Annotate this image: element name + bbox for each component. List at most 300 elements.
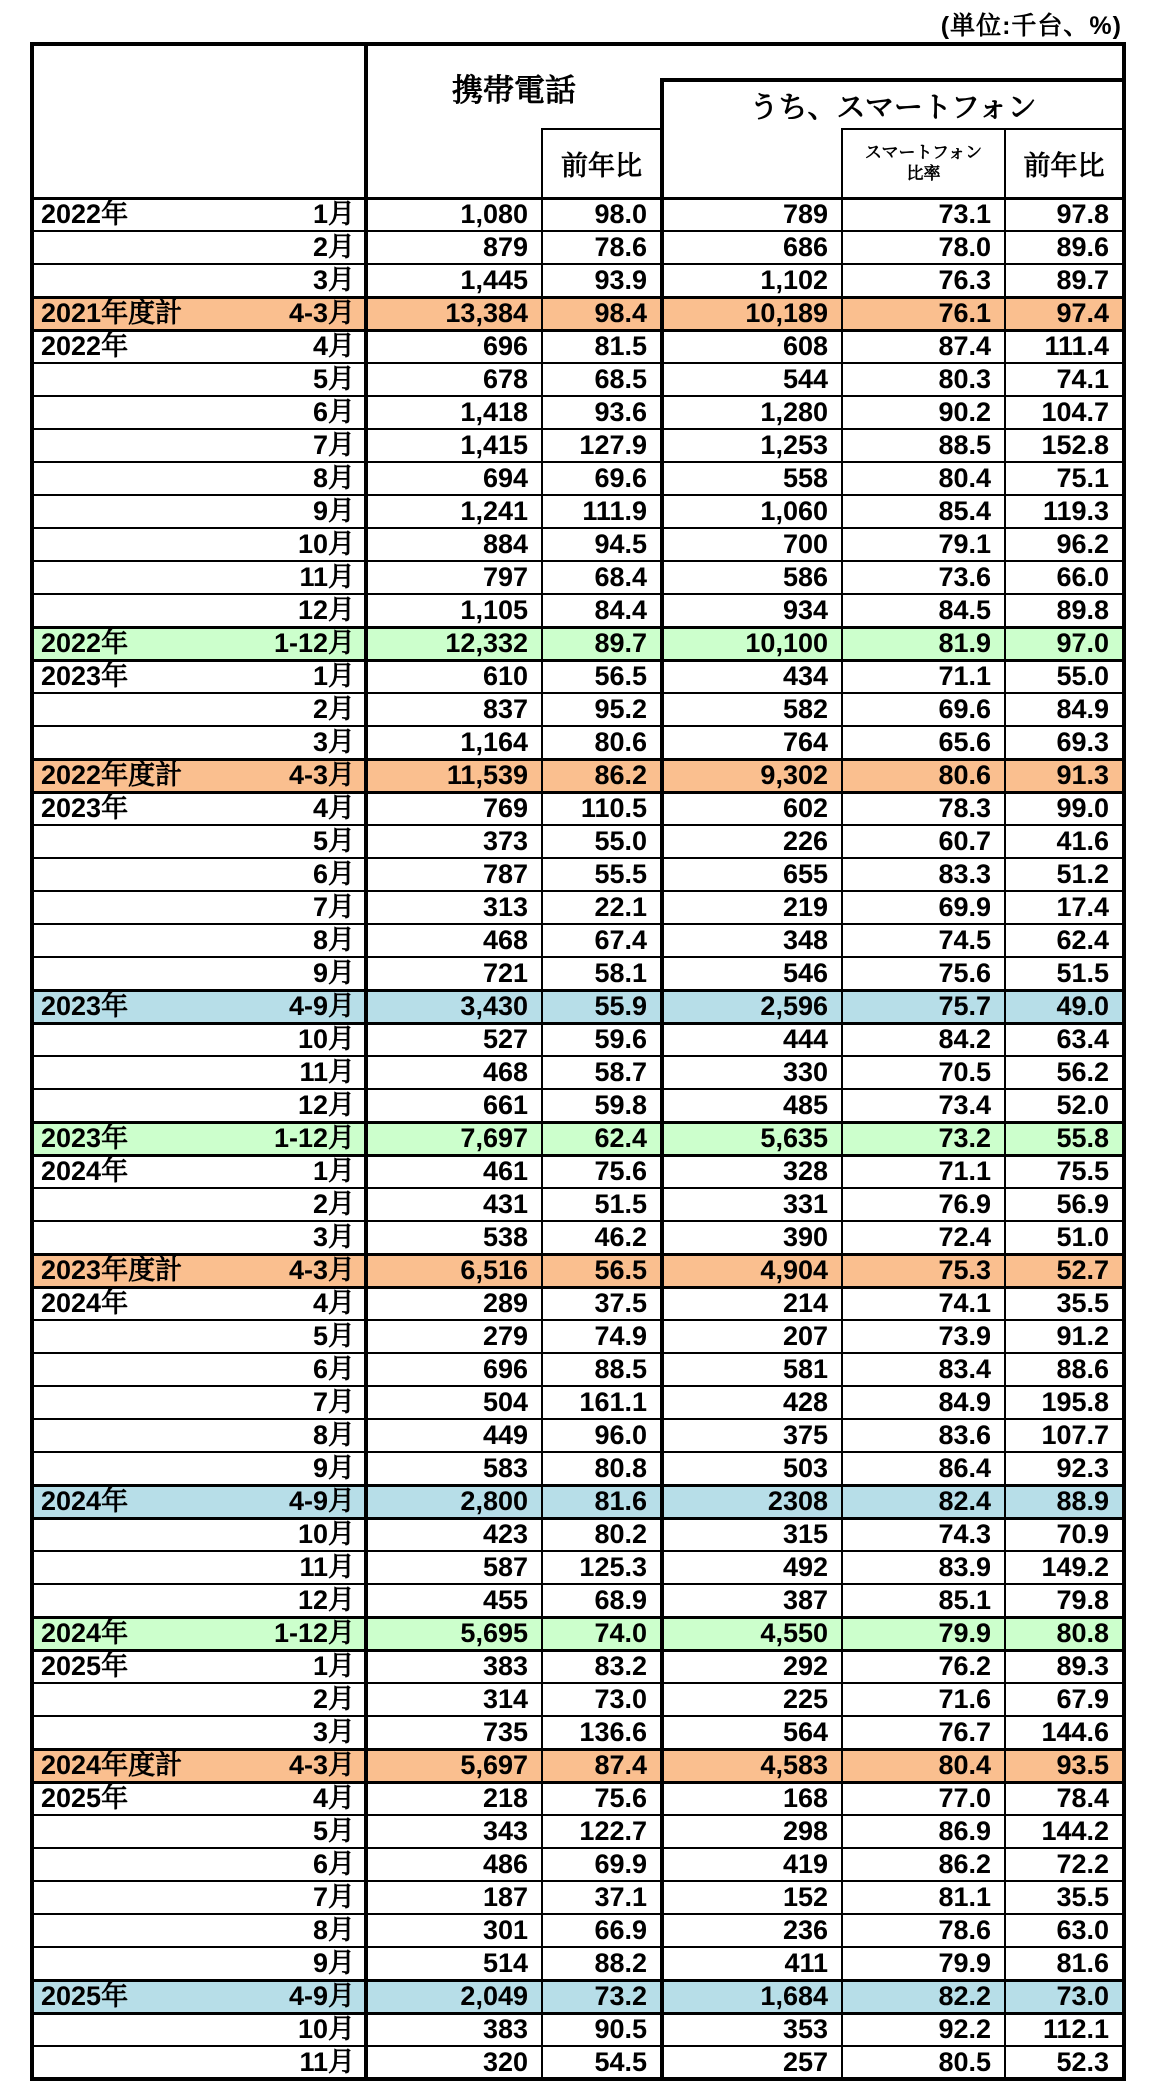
smartphone-ratio-cell: 71.1 bbox=[842, 660, 1005, 693]
phone-units-cell: 1,445 bbox=[366, 264, 542, 297]
smartphone-ratio-cell: 86.4 bbox=[842, 1452, 1005, 1485]
smartphone-ratio-cell: 75.3 bbox=[842, 1254, 1005, 1287]
table-row bbox=[32, 1782, 1124, 1815]
smartphone-ratio-cell: 71.1 bbox=[842, 1155, 1005, 1188]
smartphone-yoy-cell: 56.2 bbox=[1005, 1056, 1124, 1089]
period-label: 6月 bbox=[312, 859, 355, 889]
phone-yoy-cell: 93.6 bbox=[542, 396, 662, 429]
smartphone-yoy-cell: 52.3 bbox=[1005, 2046, 1124, 2079]
smartphone-units-cell: 331 bbox=[662, 1188, 842, 1221]
table-row bbox=[32, 1122, 1124, 1155]
year-label: 2024年 bbox=[41, 1288, 129, 1319]
phone-units-cell: 678 bbox=[366, 363, 542, 396]
table-row bbox=[32, 264, 1124, 297]
smartphone-ratio-cell: 84.2 bbox=[842, 1023, 1005, 1056]
year-period-cell bbox=[32, 726, 366, 759]
smartphone-yoy-cell: 99.0 bbox=[1005, 792, 1124, 825]
phone-units-cell: 538 bbox=[366, 1221, 542, 1254]
period-label: 12月 bbox=[297, 1584, 355, 1615]
period-label: 5月 bbox=[312, 1816, 355, 1846]
smartphone-ratio-cell: 86.2 bbox=[842, 1848, 1005, 1881]
year-period-cell bbox=[32, 1848, 366, 1881]
table-row bbox=[32, 1650, 1124, 1683]
phone-yoy-cell: 80.8 bbox=[542, 1452, 662, 1485]
period-label: 7月 bbox=[312, 1882, 355, 1912]
year-label: 2025年 bbox=[41, 1783, 129, 1814]
table-row bbox=[32, 561, 1124, 594]
period-label: 8月 bbox=[312, 1420, 355, 1450]
smartphone-units-cell: 586 bbox=[662, 561, 842, 594]
period-label: 10月 bbox=[297, 1519, 355, 1550]
year-period-cell bbox=[32, 1617, 366, 1650]
year-period-cell bbox=[32, 363, 366, 396]
smartphone-units-cell: 2,596 bbox=[662, 990, 842, 1023]
smartphone-ratio-cell: 77.0 bbox=[842, 1782, 1005, 1815]
smartphone-units-cell: 934 bbox=[662, 594, 842, 627]
smartphone-ratio-cell: 76.3 bbox=[842, 264, 1005, 297]
year-period-cell bbox=[32, 660, 366, 693]
smartphone-ratio-cell: 83.6 bbox=[842, 1419, 1005, 1452]
year-label: 2023年度計 bbox=[41, 1255, 183, 1285]
phone-units-cell: 797 bbox=[366, 561, 542, 594]
smartphone-yoy-cell: 55.0 bbox=[1005, 660, 1124, 693]
phone-yoy-cell: 127.9 bbox=[542, 429, 662, 462]
phone-yoy-cell: 74.0 bbox=[542, 1617, 662, 1650]
phone-units-cell: 7,697 bbox=[366, 1122, 542, 1155]
smartphone-ratio-cell: 76.1 bbox=[842, 297, 1005, 330]
year-period-cell bbox=[32, 561, 366, 594]
table-row bbox=[32, 858, 1124, 891]
smartphone-units-cell: 411 bbox=[662, 1947, 842, 1980]
phone-yoy-cell: 55.5 bbox=[542, 858, 662, 891]
smartphone-ratio-cell: 76.7 bbox=[842, 1716, 1005, 1749]
smartphone-units-cell: 353 bbox=[662, 2013, 842, 2046]
phone-units-cell: 504 bbox=[366, 1386, 542, 1419]
phone-yoy-cell: 54.5 bbox=[542, 2046, 662, 2079]
shipments-table bbox=[30, 42, 1126, 2081]
smartphone-ratio-cell: 65.6 bbox=[842, 726, 1005, 759]
phone-units-cell: 279 bbox=[366, 1320, 542, 1353]
period-label: 7月 bbox=[312, 892, 355, 922]
smartphone-ratio-cell: 74.1 bbox=[842, 1287, 1005, 1320]
phone-yoy-cell: 111.9 bbox=[542, 495, 662, 528]
smartphone-yoy-cell: 62.4 bbox=[1005, 924, 1124, 957]
year-label: 2023年 bbox=[41, 991, 129, 1021]
phone-yoy-cell: 88.2 bbox=[542, 1947, 662, 1980]
phone-yoy-cell: 73.2 bbox=[542, 1980, 662, 2013]
period-label: 1月 bbox=[312, 199, 355, 230]
smartphone-yoy-cell: 35.5 bbox=[1005, 1287, 1124, 1320]
table-row bbox=[32, 957, 1124, 990]
year-period-cell bbox=[32, 627, 366, 660]
period-label: 1月 bbox=[312, 1651, 355, 1682]
phone-yoy-cell: 56.5 bbox=[542, 660, 662, 693]
table-row bbox=[32, 792, 1124, 825]
unit-note: (単位:千台、%) bbox=[940, 12, 1122, 40]
phone-yoy-cell: 68.5 bbox=[542, 363, 662, 396]
smartphone-yoy-cell: 51.0 bbox=[1005, 1221, 1124, 1254]
phone-yoy-cell: 87.4 bbox=[542, 1749, 662, 1782]
smartphone-units-cell: 328 bbox=[662, 1155, 842, 1188]
table-row bbox=[32, 1452, 1124, 1485]
smartphone-units-cell: 390 bbox=[662, 1221, 842, 1254]
period-label: 9月 bbox=[312, 496, 355, 526]
phone-yoy-cell: 73.0 bbox=[542, 1683, 662, 1716]
phone-units-cell: 1,105 bbox=[366, 594, 542, 627]
phone-units-cell: 289 bbox=[366, 1287, 542, 1320]
table-row bbox=[32, 1221, 1124, 1254]
period-label: 5月 bbox=[312, 826, 355, 856]
smartphone-yoy-cell: 63.4 bbox=[1005, 1023, 1124, 1056]
table-row bbox=[32, 1617, 1124, 1650]
period-label: 9月 bbox=[312, 1452, 355, 1483]
smartphone-yoy-cell: 89.3 bbox=[1005, 1650, 1124, 1683]
phone-yoy-cell: 81.6 bbox=[542, 1485, 662, 1518]
smartphone-yoy-cell: 91.3 bbox=[1005, 759, 1124, 792]
period-label: 1月 bbox=[312, 661, 355, 692]
smartphone-ratio-header-line2: 比率 bbox=[906, 164, 941, 184]
smartphone-yoy-cell: 92.3 bbox=[1005, 1452, 1124, 1485]
smartphone-yoy-cell: 63.0 bbox=[1005, 1914, 1124, 1947]
year-period-cell bbox=[32, 1122, 366, 1155]
year-period-cell bbox=[32, 1518, 366, 1551]
smartphone-yoy-cell: 195.8 bbox=[1005, 1386, 1124, 1419]
phone-units-cell: 1,080 bbox=[366, 198, 542, 231]
table-row bbox=[32, 1023, 1124, 1056]
table-row bbox=[32, 1320, 1124, 1353]
year-month-header-cell bbox=[32, 44, 366, 198]
year-period-cell bbox=[32, 1782, 366, 1815]
year-label: 2023年 bbox=[41, 793, 129, 824]
phone-units-cell: 301 bbox=[366, 1914, 542, 1947]
smartphone-units-cell: 225 bbox=[662, 1683, 842, 1716]
phone-units-header-cell bbox=[366, 129, 542, 198]
year-period-cell bbox=[32, 429, 366, 462]
phone-yoy-cell: 68.4 bbox=[542, 561, 662, 594]
year-period-cell bbox=[32, 1650, 366, 1683]
phone-units-cell: 373 bbox=[366, 825, 542, 858]
smartphone-ratio-cell: 82.4 bbox=[842, 1485, 1005, 1518]
phone-units-cell: 721 bbox=[366, 957, 542, 990]
table-row bbox=[32, 825, 1124, 858]
phone-units-cell: 313 bbox=[366, 891, 542, 924]
smartphone-units-cell: 2308 bbox=[662, 1485, 842, 1518]
period-label: 4月 bbox=[312, 1783, 355, 1814]
period-label: 7月 bbox=[312, 1387, 355, 1417]
phone-yoy-cell: 98.4 bbox=[542, 297, 662, 330]
year-period-cell bbox=[32, 1089, 366, 1122]
smartphone-ratio-cell: 80.6 bbox=[842, 759, 1005, 792]
year-period-cell bbox=[32, 759, 366, 792]
year-label: 2024年 bbox=[41, 1486, 129, 1516]
phone-units-cell: 1,415 bbox=[366, 429, 542, 462]
period-label: 4-3月 bbox=[288, 1750, 355, 1780]
phone-units-cell: 383 bbox=[366, 1650, 542, 1683]
table-row bbox=[32, 1089, 1124, 1122]
smartphone-ratio-cell: 70.5 bbox=[842, 1056, 1005, 1089]
table-row bbox=[32, 363, 1124, 396]
table-row bbox=[32, 1287, 1124, 1320]
smartphone-units-cell: 564 bbox=[662, 1716, 842, 1749]
phone-yoy-cell: 68.9 bbox=[542, 1584, 662, 1617]
smartphone-units-cell: 375 bbox=[662, 1419, 842, 1452]
phone-units-cell: 5,695 bbox=[366, 1617, 542, 1650]
year-period-cell bbox=[32, 1485, 366, 1518]
table-row bbox=[32, 1518, 1124, 1551]
phone-yoy-cell: 86.2 bbox=[542, 759, 662, 792]
year-period-cell bbox=[32, 990, 366, 1023]
smartphone-ratio-cell: 86.9 bbox=[842, 1815, 1005, 1848]
period-label: 2月 bbox=[312, 1189, 355, 1219]
phone-yoy-cell: 37.1 bbox=[542, 1881, 662, 1914]
phone-units-cell: 1,241 bbox=[366, 495, 542, 528]
smartphone-yoy-cell: 97.4 bbox=[1005, 297, 1124, 330]
smartphone-yoy-cell: 69.3 bbox=[1005, 726, 1124, 759]
table-row bbox=[32, 297, 1124, 330]
smartphone-units-cell: 1,280 bbox=[662, 396, 842, 429]
smartphone-ratio-cell: 84.5 bbox=[842, 594, 1005, 627]
smartphone-ratio-cell: 73.9 bbox=[842, 1320, 1005, 1353]
phone-yoy-cell: 94.5 bbox=[542, 528, 662, 561]
year-period-cell bbox=[32, 1584, 366, 1617]
phone-units-cell: 2,049 bbox=[366, 1980, 542, 2013]
smartphone-units-cell: 503 bbox=[662, 1452, 842, 1485]
smartphone-units-cell: 1,684 bbox=[662, 1980, 842, 2013]
smartphone-yoy-cell: 84.9 bbox=[1005, 693, 1124, 726]
smartphone-ratio-cell: 73.4 bbox=[842, 1089, 1005, 1122]
phone-units-cell: 13,384 bbox=[366, 297, 542, 330]
smartphone-units-cell: 4,550 bbox=[662, 1617, 842, 1650]
smartphone-ratio-cell: 71.6 bbox=[842, 1683, 1005, 1716]
year-period-cell bbox=[32, 231, 366, 264]
smartphone-ratio-cell: 92.2 bbox=[842, 2013, 1005, 2046]
smartphone-yoy-cell: 97.0 bbox=[1005, 627, 1124, 660]
smartphone-units-cell: 485 bbox=[662, 1089, 842, 1122]
phone-units-cell: 468 bbox=[366, 924, 542, 957]
smartphone-units-cell: 764 bbox=[662, 726, 842, 759]
year-period-cell bbox=[32, 297, 366, 330]
smartphone-units-cell: 387 bbox=[662, 1584, 842, 1617]
smartphone-yoy-cell: 75.5 bbox=[1005, 1155, 1124, 1188]
smartphone-units-cell: 9,302 bbox=[662, 759, 842, 792]
smartphone-units-cell: 10,189 bbox=[662, 297, 842, 330]
phone-units-cell: 735 bbox=[366, 1716, 542, 1749]
table-row bbox=[32, 660, 1124, 693]
period-label: 9月 bbox=[312, 1947, 355, 1978]
smartphone-ratio-cell: 73.1 bbox=[842, 198, 1005, 231]
smartphone-yoy-cell: 104.7 bbox=[1005, 396, 1124, 429]
smartphone-yoy-cell: 89.8 bbox=[1005, 594, 1124, 627]
period-label: 8月 bbox=[312, 463, 355, 493]
phone-units-cell: 879 bbox=[366, 231, 542, 264]
phone-yoy-cell: 55.9 bbox=[542, 990, 662, 1023]
year-period-cell bbox=[32, 1419, 366, 1452]
smartphone-units-cell: 434 bbox=[662, 660, 842, 693]
year-period-cell bbox=[32, 2046, 366, 2079]
phone-units-cell: 431 bbox=[366, 1188, 542, 1221]
smartphone-ratio-cell: 80.3 bbox=[842, 363, 1005, 396]
phone-yoy-cell: 95.2 bbox=[542, 693, 662, 726]
period-label: 4-3月 bbox=[288, 760, 355, 790]
year-period-cell bbox=[32, 1386, 366, 1419]
smartphone-ratio-cell: 85.1 bbox=[842, 1584, 1005, 1617]
smartphone-yoy-cell: 74.1 bbox=[1005, 363, 1124, 396]
phone-units-cell: 6,516 bbox=[366, 1254, 542, 1287]
smartphone-units-cell: 236 bbox=[662, 1914, 842, 1947]
smartphone-units-cell: 1,253 bbox=[662, 429, 842, 462]
year-period-cell bbox=[32, 693, 366, 726]
phone-yoy-cell: 74.9 bbox=[542, 1320, 662, 1353]
table-row bbox=[32, 1749, 1124, 1782]
period-label: 5月 bbox=[312, 1321, 355, 1351]
year-period-cell bbox=[32, 330, 366, 363]
phone-units-cell: 661 bbox=[366, 1089, 542, 1122]
year-label: 2024年 bbox=[41, 1156, 129, 1187]
table-row bbox=[32, 1485, 1124, 1518]
phone-yoy-cell: 66.9 bbox=[542, 1914, 662, 1947]
phone-units-cell: 12,332 bbox=[366, 627, 542, 660]
smartphone-units-cell: 214 bbox=[662, 1287, 842, 1320]
year-period-cell bbox=[32, 1221, 366, 1254]
period-label: 4月 bbox=[312, 793, 355, 824]
phone-units-cell: 11,539 bbox=[366, 759, 542, 792]
year-period-cell bbox=[32, 792, 366, 825]
phone-units-cell: 455 bbox=[366, 1584, 542, 1617]
year-period-cell bbox=[32, 1188, 366, 1221]
phone-yoy-cell: 75.6 bbox=[542, 1782, 662, 1815]
smartphone-yoy-cell: 96.2 bbox=[1005, 528, 1124, 561]
smartphone-yoy-cell: 70.9 bbox=[1005, 1518, 1124, 1551]
smartphone-ratio-cell: 69.6 bbox=[842, 693, 1005, 726]
table-row bbox=[32, 462, 1124, 495]
year-period-cell bbox=[32, 1353, 366, 1386]
smartphone-units-cell: 5,635 bbox=[662, 1122, 842, 1155]
phone-yoy-cell: 89.7 bbox=[542, 627, 662, 660]
smartphone-units-cell: 544 bbox=[662, 363, 842, 396]
smartphone-yoy-cell: 149.2 bbox=[1005, 1551, 1124, 1584]
smartphone-yoy-cell: 52.0 bbox=[1005, 1089, 1124, 1122]
table-row bbox=[32, 1848, 1124, 1881]
phone-units-cell: 343 bbox=[366, 1815, 542, 1848]
smartphone-group-header: うち、スマートフォン bbox=[662, 80, 1124, 129]
smartphone-ratio-cell: 76.9 bbox=[842, 1188, 1005, 1221]
table-body bbox=[32, 198, 1124, 2079]
year-period-cell bbox=[32, 924, 366, 957]
year-period-cell bbox=[32, 825, 366, 858]
year-period-cell bbox=[32, 1320, 366, 1353]
phone-yoy-cell: 110.5 bbox=[542, 792, 662, 825]
period-label: 6月 bbox=[312, 1354, 355, 1384]
smartphone-units-cell: 700 bbox=[662, 528, 842, 561]
period-label: 11月 bbox=[299, 1057, 355, 1087]
smartphone-ratio-cell: 79.9 bbox=[842, 1947, 1005, 1980]
phone-units-cell: 610 bbox=[366, 660, 542, 693]
period-label: 3月 bbox=[312, 1716, 355, 1747]
smartphone-units-cell: 315 bbox=[662, 1518, 842, 1551]
table-row bbox=[32, 1155, 1124, 1188]
smartphone-yoy-cell: 89.7 bbox=[1005, 264, 1124, 297]
table-row bbox=[32, 1353, 1124, 1386]
period-label: 10月 bbox=[297, 1024, 355, 1055]
phone-yoy-cell: 125.3 bbox=[542, 1551, 662, 1584]
phone-units-cell: 696 bbox=[366, 1353, 542, 1386]
phone-yoy-cell: 93.9 bbox=[542, 264, 662, 297]
table-row bbox=[32, 1881, 1124, 1914]
phone-yoy-cell: 67.4 bbox=[542, 924, 662, 957]
period-label: 12月 bbox=[297, 1089, 355, 1120]
period-label: 3月 bbox=[312, 1221, 355, 1252]
table-row bbox=[32, 759, 1124, 792]
year-label: 2025年 bbox=[41, 1981, 129, 2011]
smartphone-ratio-cell: 80.5 bbox=[842, 2046, 1005, 2079]
smartphone-units-cell: 4,904 bbox=[662, 1254, 842, 1287]
smartphone-ratio-cell: 90.2 bbox=[842, 396, 1005, 429]
smartphone-units-cell: 10,100 bbox=[662, 627, 842, 660]
smartphone-ratio-cell: 74.3 bbox=[842, 1518, 1005, 1551]
period-label: 4-3月 bbox=[288, 298, 355, 328]
period-label: 12月 bbox=[297, 594, 355, 625]
year-period-cell bbox=[32, 1914, 366, 1947]
smartphone-units-cell: 257 bbox=[662, 2046, 842, 2079]
smartphone-ratio-cell: 74.5 bbox=[842, 924, 1005, 957]
phone-units-cell: 696 bbox=[366, 330, 542, 363]
table-row bbox=[32, 198, 1124, 231]
table-row bbox=[32, 1584, 1124, 1617]
period-label: 3月 bbox=[312, 726, 355, 757]
table-row bbox=[32, 693, 1124, 726]
period-label: 4-9月 bbox=[288, 1981, 355, 2011]
smartphone-units-cell: 686 bbox=[662, 231, 842, 264]
year-period-cell bbox=[32, 1452, 366, 1485]
table-row bbox=[32, 2013, 1124, 2046]
year-period-cell bbox=[32, 1815, 366, 1848]
smartphone-yoy-cell: 88.6 bbox=[1005, 1353, 1124, 1386]
phone-yoy-cell: 56.5 bbox=[542, 1254, 662, 1287]
year-label: 2022年度計 bbox=[41, 760, 183, 790]
smartphone-yoy-cell: 144.6 bbox=[1005, 1716, 1124, 1749]
smartphone-ratio-cell: 80.4 bbox=[842, 1749, 1005, 1782]
year-label: 2023年 bbox=[41, 1123, 129, 1153]
year-period-cell bbox=[32, 264, 366, 297]
period-label: 2月 bbox=[312, 694, 355, 724]
smartphone-ratio-cell: 82.2 bbox=[842, 1980, 1005, 2013]
period-label: 11月 bbox=[299, 2046, 355, 2077]
phone-units-cell: 527 bbox=[366, 1023, 542, 1056]
smartphone-yoy-cell: 144.2 bbox=[1005, 1815, 1124, 1848]
period-label: 8月 bbox=[312, 925, 355, 955]
smartphone-units-cell: 419 bbox=[662, 1848, 842, 1881]
phone-units-cell: 461 bbox=[366, 1155, 542, 1188]
smartphone-ratio-cell: 75.6 bbox=[842, 957, 1005, 990]
smartphone-yoy-cell: 107.7 bbox=[1005, 1419, 1124, 1452]
phone-yoy-cell: 55.0 bbox=[542, 825, 662, 858]
year-period-cell bbox=[32, 198, 366, 231]
smartphone-ratio-cell: 78.6 bbox=[842, 1914, 1005, 1947]
smartphone-ratio-cell: 83.9 bbox=[842, 1551, 1005, 1584]
year-label: 2021年度計 bbox=[41, 298, 183, 328]
smartphone-yoy-cell: 88.9 bbox=[1005, 1485, 1124, 1518]
year-label: 2025年 bbox=[41, 1651, 129, 1682]
table-row bbox=[32, 330, 1124, 363]
smartphone-units-cell: 168 bbox=[662, 1782, 842, 1815]
smartphone-yoy-cell: 93.5 bbox=[1005, 1749, 1124, 1782]
phone-yoy-header: 前年比 bbox=[542, 129, 662, 198]
smartphone-yoy-cell: 78.4 bbox=[1005, 1782, 1124, 1815]
smartphone-ratio-cell: 85.4 bbox=[842, 495, 1005, 528]
year-label: 2022年 bbox=[41, 628, 129, 658]
smartphone-ratio-cell: 78.0 bbox=[842, 231, 1005, 264]
smartphone-units-cell: 207 bbox=[662, 1320, 842, 1353]
